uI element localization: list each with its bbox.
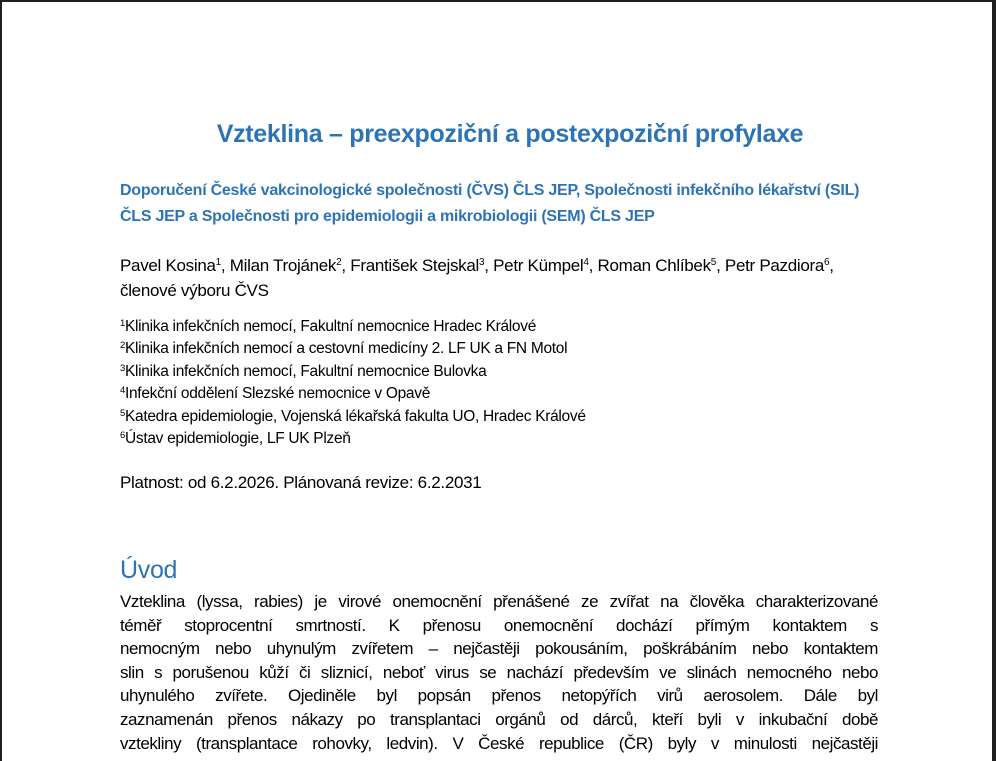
author: Petr Kümpel$^4$, — [493, 256, 598, 275]
affiliation: $^5$Katedra epidemiologie, Vojenská lékařská fakulta UO, Hradec Králové — [120, 407, 586, 425]
affiliation-list — [120, 316, 860, 450]
author: Pavel Kosina$^1$, — [120, 256, 230, 275]
affiliation: $^1$Klinika infekčních nemocí, Fakultní nemocnice Hradec Králové — [120, 318, 537, 335]
author: Milan Trojánek$^2$, — [229, 256, 351, 275]
paragraph-line: nemocným nebo uhynulým zvířetem – nejčastěji pokousáním, poškrábáním nebo kontaktem — [120, 639, 878, 659]
document-subtitle: Doporučení České vakcinologické společnosti (ČVS) ČLS JEP, Společnosti infekčního lékařství (SIL) ČLS JEP a Společnosti pro epidemiologii a mikrobiologii (SEM) ČLS JEP — [120, 182, 860, 225]
paragraph-line: uhynulého zvířete. Ojediněle byl popsán přenos netopýřích virů aerosolem. Dále byl — [120, 686, 878, 706]
author: Roman Chlíbek$^5$, — [597, 256, 725, 275]
authors-suffix: členové výboru ČVS — [120, 281, 269, 300]
author-list — [120, 253, 860, 303]
body-paragraph — [120, 590, 878, 755]
paragraph-line: slin s porušenou kůží či sliznicí, neboť virus se nachází především ve slinách nemocného nebo — [120, 662, 878, 682]
affiliation: $^4$Infekční oddělení Slezské nemocnice v Opavě — [120, 385, 431, 403]
section-heading: Úvod — [120, 556, 178, 584]
paragraph-line: vztekliny (transplantace rohovky, ledvin). V České republice (ČR) byly v minulosti nejčastěji — [120, 733, 878, 753]
paragraph-line: zaznamenán přenos nákazy po transplantaci orgánů od dárců, kteří byli v inkubační době — [120, 709, 878, 729]
author: Petr Pazdiora$^6$, — [724, 256, 834, 275]
validity-note: Platnost: od 6.2.2026. Plánovaná revize: 6.2.2031 — [120, 473, 482, 492]
affiliation: $^2$Klinika infekčních nemocí a cestovní medicíny 2. LF UK a FN Motol — [120, 340, 568, 358]
document-title: Vzteklina – preexpoziční a postexpoziční profylaxe — [216, 120, 804, 148]
author: František Stejskal$^3$, — [350, 256, 494, 275]
paragraph-line: Vzteklina (lyssa, rabies) je virové onemocnění přenášené ze zvířat na člověka charakterizované — [120, 592, 878, 611]
affiliation: $^3$Klinika infekčních nemocí, Fakultní nemocnice Bulovka — [120, 362, 487, 380]
affiliation: $^6$Ústav epidemiologie, LF UK Plzeň — [120, 430, 351, 448]
document-page — [2, 2, 992, 761]
paragraph-line: téměř stoprocentní smrtností. K přenosu onemocnění dochází přímým kontaktem s — [120, 615, 878, 635]
